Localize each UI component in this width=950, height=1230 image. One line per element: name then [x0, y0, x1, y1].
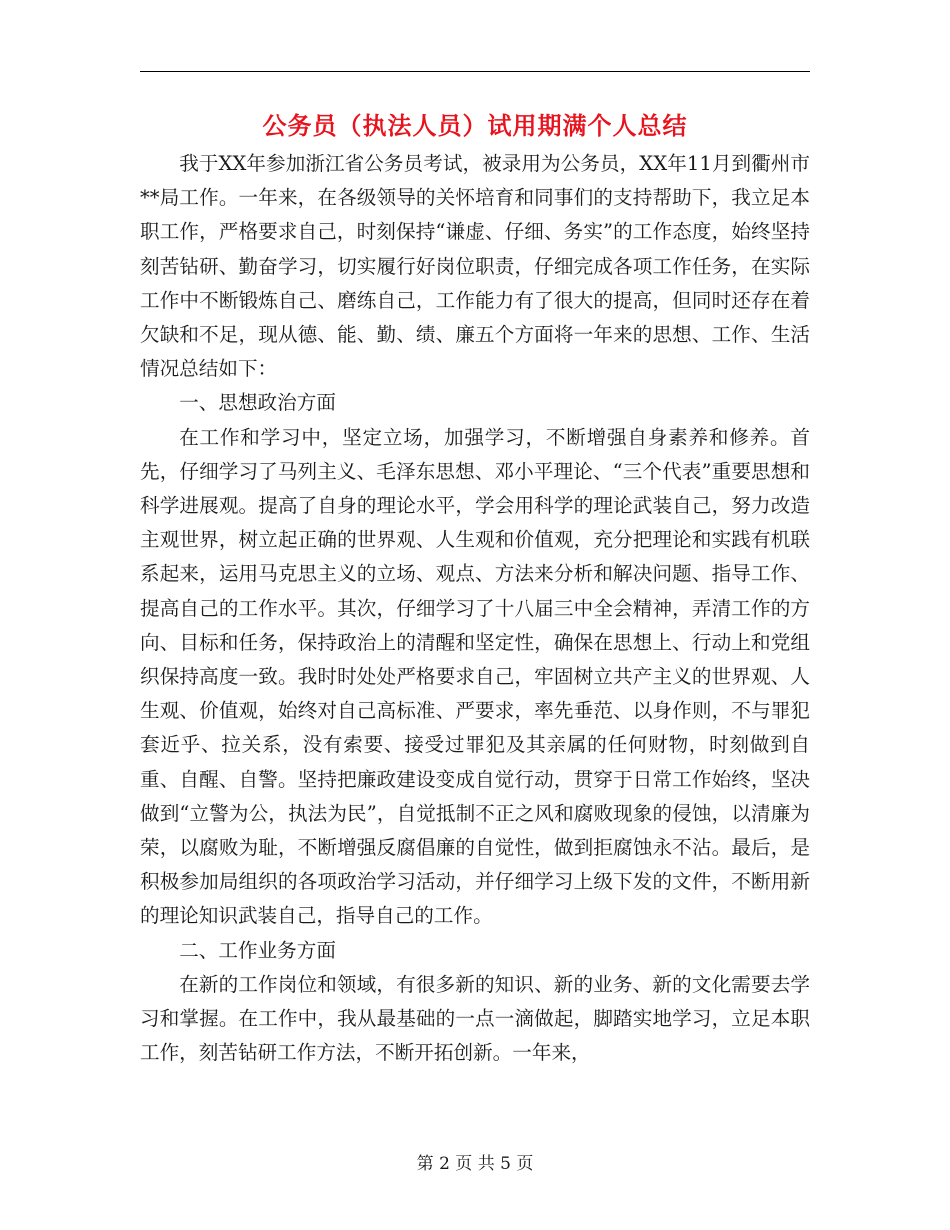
- paragraph-ideology: 在工作和学习中，坚定立场，加强学习，不断增强自身素养和修养。首先，仔细学习了马列主义、毛泽东思想、邓小平理论、“三个代表”重要思想和科学进展观。提高了自身的理论水平，学会用科学的理论武装自己，努力改造主观世界，树立起正确的世界观、人生观和价值观，充分把理论和实践有机联系起来，运用马克思主义的立场、观点、方法来分析和解决问题、指导工作、提高自己的工作水平。其次，仔细学习了十八届三中全会精神，弄清工作的方向、目标和任务，保持政治上的清醒和坚定性，确保在思想上、行动上和党组织保持高度一致。我时时处处严格要求自己，牢固树立共产主义的世界观、人生观、价值观，始终对自己高标准、严要求，率先垂范、以身作则，不与罪犯套近乎、拉关系，没有索要、接受过罪犯及其亲属的任何财物，时刻做到自重、自醒、自警。坚持把廉政建设变成自觉行动，贯穿于日常工作始终，坚决做到“立警为公，执法为民”，自觉抵制不正之风和腐败现象的侵蚀，以清廉为荣，以腐败为耻，不断增强反腐倡廉的自觉性，做到拒腐蚀永不沾。最后，是积极参加局组织的各项政治学习活动，并仔细学习上级下发的文件，不断用新的理论知识武装自己，指导自己的工作。: [140, 425, 810, 928]
- document-title: 公务员（执法人员）试用期满个人总结: [262, 111, 688, 140]
- header-rule: [140, 71, 810, 72]
- page-number-footer: 第 2 页 共 5 页: [416, 1154, 534, 1174]
- document-body: [140, 147, 810, 1070]
- section-heading-ideology: 一、思想政治方面: [179, 391, 336, 415]
- section-heading-work: 二、工作业务方面: [179, 938, 336, 962]
- paragraph-intro: 我于XX年参加浙江省公务员考试，被录用为公务员，XX年11月到衢州市**局工作。一年来，在各级领导的关怀培育和同事们的支持帮助下，我立足本职工作，严格要求自己，时刻保持“谦虚、仔细、务实”的工作态度，始终坚持刻苦钻研、勤奋学习，切实履行好岗位职责，仔细完成各项工作任务，在实际工作中不断锻炼自己、磨练自己，工作能力有了很大的提高，但同时还存在着欠缺和不足，现从德、能、勤、绩、廉五个方面将一年来的思想、工作、生活情况总结如下：: [140, 152, 810, 381]
- paragraph-work: 在新的工作岗位和领域，有很多新的知识、新的业务、新的文化需要去学习和掌握。在工作中，我从最基础的一点一滴做起，脚踏实地学习，立足本职工作，刻苦钻研工作方法，不断开拓创新。一年来，: [140, 972, 810, 1065]
